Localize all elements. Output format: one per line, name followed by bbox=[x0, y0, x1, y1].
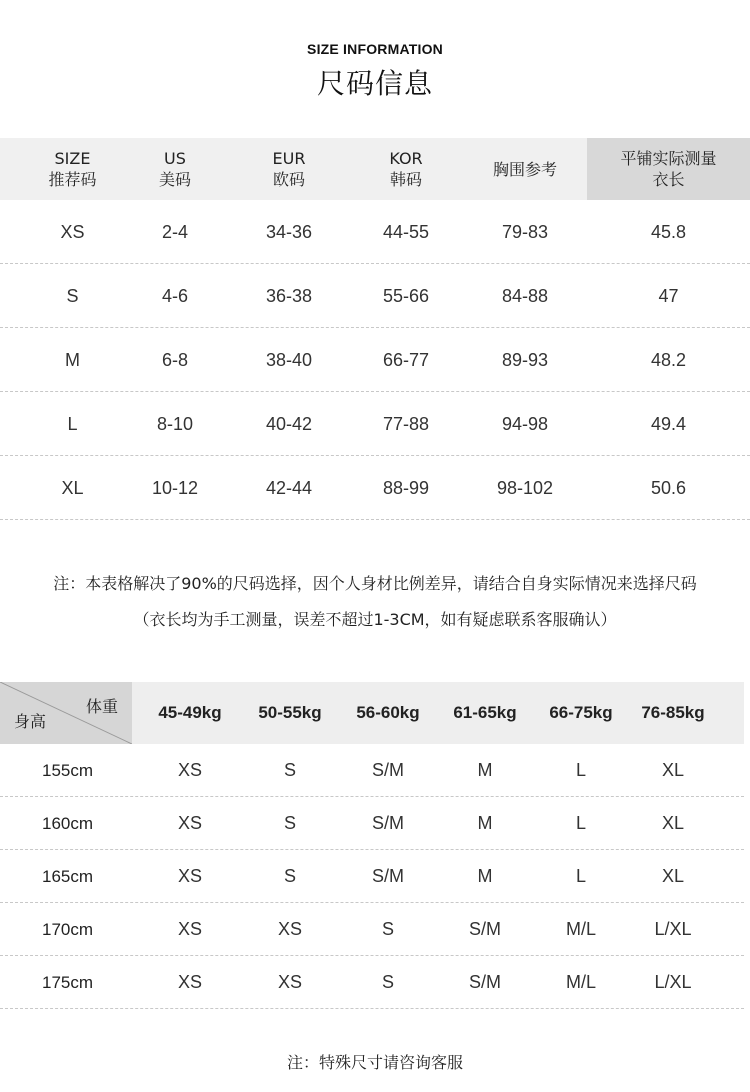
table-row bbox=[0, 456, 750, 520]
size-table-header-bust bbox=[466, 138, 584, 200]
header-line1: SIZE bbox=[54, 149, 91, 168]
header-line1: US bbox=[164, 149, 186, 168]
size-cell: XS bbox=[277, 919, 302, 939]
table-cell: 94-98 bbox=[501, 413, 549, 434]
header-line1: EUR bbox=[272, 149, 306, 168]
hw-table-header-row bbox=[0, 682, 744, 744]
weight-header: 66-75kg bbox=[549, 703, 613, 722]
size-cell: M/L bbox=[565, 972, 596, 992]
measurement-note: （衣长均为手工测量，误差不超过1-3CM，如有疑虑联系客服确认） bbox=[133, 610, 617, 629]
header-line2: 欧码 bbox=[272, 170, 305, 189]
size-chart-table bbox=[0, 138, 750, 520]
size-note: 注：本表格解决了90%的尺码选择，因个人身材比例差异，请结合自身实际情况来选择尺码 bbox=[53, 574, 697, 593]
size-table-header-length bbox=[587, 138, 750, 200]
table-cell: 88-99 bbox=[382, 477, 430, 498]
table-cell: 89-93 bbox=[501, 349, 549, 370]
table-row bbox=[0, 850, 744, 903]
table-cell: 79-83 bbox=[501, 221, 549, 242]
page-title-en: SIZE INFORMATION bbox=[307, 41, 443, 57]
weight-axis-label: 体重 bbox=[85, 697, 118, 716]
size-cell: XL bbox=[661, 866, 685, 886]
size-cell: S bbox=[283, 866, 296, 886]
size-cell: S bbox=[381, 972, 394, 992]
table-cell: 4-6 bbox=[161, 285, 188, 306]
height-weight-table bbox=[0, 682, 744, 1009]
size-cell: M bbox=[477, 760, 493, 780]
table-row bbox=[0, 264, 750, 328]
table-cell: 49.4 bbox=[650, 413, 687, 434]
table-cell: M bbox=[65, 349, 80, 370]
table-cell: 8-10 bbox=[156, 413, 194, 434]
size-cell: S/M bbox=[468, 919, 501, 939]
table-cell: 36-38 bbox=[265, 285, 313, 306]
table-cell: L bbox=[67, 413, 78, 434]
height-cell: 175cm bbox=[42, 972, 94, 992]
size-cell: XL bbox=[661, 760, 685, 780]
header-line1: KOR bbox=[389, 149, 423, 168]
size-cell: L/XL bbox=[654, 919, 692, 939]
weight-header: 56-60kg bbox=[356, 703, 420, 722]
height-cell: 165cm bbox=[42, 866, 94, 886]
height-cell: 170cm bbox=[42, 919, 94, 939]
size-cell: L bbox=[575, 813, 586, 833]
table-cell: 55-66 bbox=[382, 285, 430, 306]
size-table-header-kor bbox=[350, 138, 462, 200]
header-line1: 胸围参考 bbox=[492, 159, 557, 179]
table-cell: 66-77 bbox=[382, 349, 430, 370]
weight-header: 45-49kg bbox=[158, 703, 222, 722]
size-cell: XS bbox=[177, 813, 202, 833]
table-cell: 40-42 bbox=[265, 413, 313, 434]
size-cell: L/XL bbox=[654, 972, 692, 992]
size-cell: XS bbox=[177, 972, 202, 992]
table-row bbox=[0, 956, 744, 1009]
size-table-header-us bbox=[120, 138, 230, 200]
table-cell: 47 bbox=[658, 285, 679, 306]
size-cell: L bbox=[575, 866, 586, 886]
table-cell: 44-55 bbox=[382, 221, 430, 242]
size-cell: M bbox=[477, 813, 493, 833]
table-cell: 48.2 bbox=[650, 349, 687, 370]
size-cell: S/M bbox=[371, 866, 404, 886]
hw-table-corner bbox=[0, 682, 132, 744]
table-row bbox=[0, 744, 744, 797]
table-cell: 84-88 bbox=[501, 285, 549, 306]
table-cell: 45.8 bbox=[650, 221, 687, 242]
size-table-header-eur bbox=[233, 138, 345, 200]
table-row bbox=[0, 797, 744, 850]
height-cell: 155cm bbox=[42, 760, 94, 780]
size-cell: XS bbox=[177, 919, 202, 939]
size-cell: XL bbox=[661, 813, 685, 833]
table-cell: 34-36 bbox=[265, 221, 313, 242]
size-cell: S/M bbox=[371, 760, 404, 780]
table-cell: 2-4 bbox=[161, 221, 188, 242]
table-cell: XS bbox=[60, 221, 85, 242]
size-cell: XS bbox=[177, 866, 202, 886]
table-cell: S bbox=[66, 285, 79, 306]
table-cell: 42-44 bbox=[265, 477, 313, 498]
weight-header: 61-65kg bbox=[453, 703, 517, 722]
header-line2: 推荐码 bbox=[48, 170, 97, 189]
table-row bbox=[0, 903, 744, 956]
size-cell: S bbox=[283, 813, 296, 833]
table-row bbox=[0, 392, 750, 456]
size-cell: S/M bbox=[371, 813, 404, 833]
size-cell: L bbox=[575, 760, 586, 780]
size-cell: M bbox=[477, 866, 493, 886]
table-cell: XL bbox=[61, 477, 84, 498]
table-cell: 77-88 bbox=[382, 413, 430, 434]
size-cell: S bbox=[283, 760, 296, 780]
size-cell: S/M bbox=[468, 972, 501, 992]
table-row bbox=[0, 200, 750, 264]
table-cell: 50.6 bbox=[650, 477, 687, 498]
page-title: 尺码信息 bbox=[316, 67, 433, 100]
weight-header: 50-55kg bbox=[258, 703, 322, 722]
footer-note: 注：特殊尺寸请咨询客服 bbox=[286, 1053, 463, 1072]
table-cell: 38-40 bbox=[265, 349, 313, 370]
height-axis-label: 身高 bbox=[14, 712, 47, 731]
header-line2: 衣长 bbox=[652, 170, 685, 189]
header-line2: 美码 bbox=[158, 170, 191, 189]
table-cell: 98-102 bbox=[496, 477, 554, 498]
table-row bbox=[0, 328, 750, 392]
weight-header: 76-85kg bbox=[641, 703, 705, 722]
size-cell: M/L bbox=[565, 919, 596, 939]
table-cell: 10-12 bbox=[151, 477, 199, 498]
size-cell: XS bbox=[277, 972, 302, 992]
size-cell: S bbox=[381, 919, 394, 939]
header-line2: 韩码 bbox=[389, 170, 422, 189]
header-line1: 平铺实际测量 bbox=[620, 149, 717, 168]
size-table-header-row bbox=[0, 138, 750, 200]
height-cell: 160cm bbox=[42, 813, 94, 833]
size-cell: XS bbox=[177, 760, 202, 780]
table-cell: 6-8 bbox=[161, 349, 188, 370]
